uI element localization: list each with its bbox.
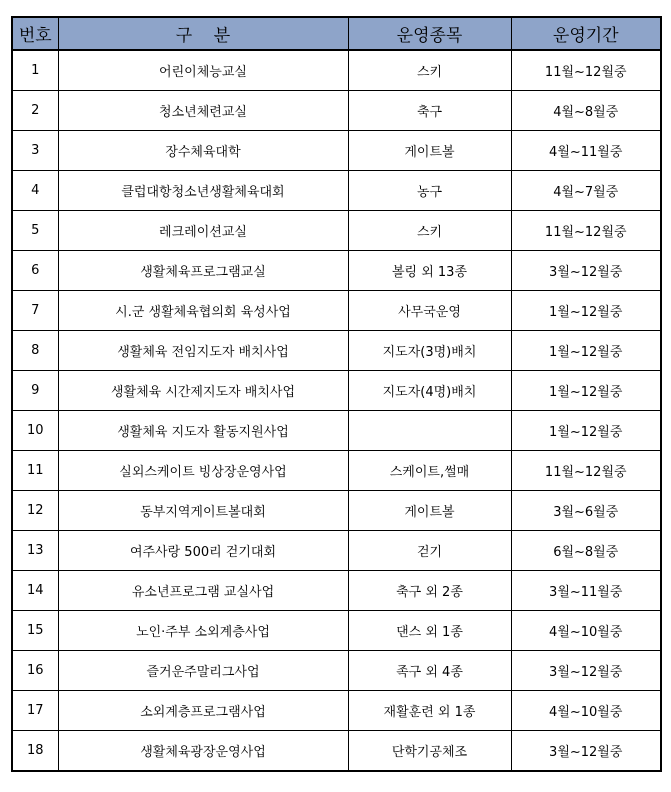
row-period: 11월~12월중: [511, 50, 661, 91]
row-period: 3월~12월중: [511, 651, 661, 691]
row-number: 7: [12, 291, 58, 331]
row-category: 생활체육프로그램교실: [58, 251, 348, 291]
row-number: 12: [12, 491, 58, 531]
row-category: 즐거운주말리그사업: [58, 651, 348, 691]
table-row: [12, 411, 661, 451]
row-number: 16: [12, 651, 58, 691]
row-event: 사무국운영: [348, 291, 511, 331]
row-event: 스케이트,썰매: [348, 451, 511, 491]
row-period: 4월~10월중: [511, 691, 661, 731]
row-category: 소외계층프로그램사업: [58, 691, 348, 731]
row-category: 생활체육 전임지도자 배치사업: [58, 331, 348, 371]
row-period: 6월~8월중: [511, 531, 661, 571]
table-row: [12, 291, 661, 331]
header-number: 번호: [12, 17, 58, 50]
row-period: 1월~12월중: [511, 411, 661, 451]
row-category: 여주사랑 500리 걷기대회: [58, 531, 348, 571]
table-row: [12, 531, 661, 571]
row-event: 재활훈련 외 1종: [348, 691, 511, 731]
table-row: [12, 91, 661, 131]
row-category: 어린이체능교실: [58, 50, 348, 91]
row-category: 생활체육 지도자 활동지원사업: [58, 411, 348, 451]
row-period: 1월~12월중: [511, 291, 661, 331]
row-event: 댄스 외 1종: [348, 611, 511, 651]
row-number: 2: [12, 91, 58, 131]
row-event: 게이트볼: [348, 131, 511, 171]
header-category: 구 분: [58, 17, 348, 50]
table-row: [12, 50, 661, 91]
row-category: 생활체육광장운영사업: [58, 731, 348, 772]
row-number: 13: [12, 531, 58, 571]
row-category: 실외스케이트 빙상장운영사업: [58, 451, 348, 491]
row-period: 4월~8월중: [511, 91, 661, 131]
row-category: 장수체육대학: [58, 131, 348, 171]
table-body: [12, 50, 661, 771]
table-row: [12, 251, 661, 291]
table-row: [12, 731, 661, 772]
row-category: 생활체육 시간제지도자 배치사업: [58, 371, 348, 411]
row-period: 4월~11월중: [511, 131, 661, 171]
table-row: [12, 611, 661, 651]
row-event: [348, 411, 511, 451]
program-table-container: [11, 16, 662, 772]
row-event: 지도자(4명)배치: [348, 371, 511, 411]
header-row: [12, 17, 661, 50]
row-number: 4: [12, 171, 58, 211]
header-event: 운영종목: [348, 17, 511, 50]
row-period: 11월~12월중: [511, 451, 661, 491]
row-event: 게이트볼: [348, 491, 511, 531]
row-number: 3: [12, 131, 58, 171]
row-event: 볼링 외 13종: [348, 251, 511, 291]
table-row: [12, 651, 661, 691]
table-row: [12, 131, 661, 171]
row-number: 6: [12, 251, 58, 291]
row-period: 3월~12월중: [511, 251, 661, 291]
row-number: 18: [12, 731, 58, 772]
row-period: 1월~12월중: [511, 331, 661, 371]
row-number: 9: [12, 371, 58, 411]
row-event: 족구 외 4종: [348, 651, 511, 691]
row-event: 축구 외 2종: [348, 571, 511, 611]
row-period: 1월~12월중: [511, 371, 661, 411]
table-header: [12, 17, 661, 50]
row-event: 지도자(3명)배치: [348, 331, 511, 371]
program-table: [11, 16, 662, 772]
row-event: 단학기공체조: [348, 731, 511, 772]
header-period: 운영기간: [511, 17, 661, 50]
table-row: [12, 491, 661, 531]
row-number: 17: [12, 691, 58, 731]
row-event: 걷기: [348, 531, 511, 571]
row-period: 4월~7월중: [511, 171, 661, 211]
row-category: 레크레이션교실: [58, 211, 348, 251]
row-period: 3월~12월중: [511, 731, 661, 772]
table-row: [12, 171, 661, 211]
row-number: 14: [12, 571, 58, 611]
row-category: 동부지역게이트볼대회: [58, 491, 348, 531]
row-category: 노인·주부 소외계층사업: [58, 611, 348, 651]
row-category: 시.군 생활체육협의회 육성사업: [58, 291, 348, 331]
table-row: [12, 571, 661, 611]
row-event: 스키: [348, 50, 511, 91]
row-period: 3월~6월중: [511, 491, 661, 531]
row-event: 스키: [348, 211, 511, 251]
row-category: 유소년프로그램 교실사업: [58, 571, 348, 611]
table-row: [12, 331, 661, 371]
row-event: 농구: [348, 171, 511, 211]
row-category: 청소년체련교실: [58, 91, 348, 131]
row-category: 클럽대항청소년생활체육대회: [58, 171, 348, 211]
row-number: 1: [12, 50, 58, 91]
table-row: [12, 691, 661, 731]
table-row: [12, 211, 661, 251]
row-number: 8: [12, 331, 58, 371]
row-event: 축구: [348, 91, 511, 131]
row-period: 4월~10월중: [511, 611, 661, 651]
row-period: 11월~12월중: [511, 211, 661, 251]
row-number: 15: [12, 611, 58, 651]
table-row: [12, 451, 661, 491]
row-number: 10: [12, 411, 58, 451]
row-number: 11: [12, 451, 58, 491]
table-row: [12, 371, 661, 411]
row-period: 3월~11월중: [511, 571, 661, 611]
row-number: 5: [12, 211, 58, 251]
